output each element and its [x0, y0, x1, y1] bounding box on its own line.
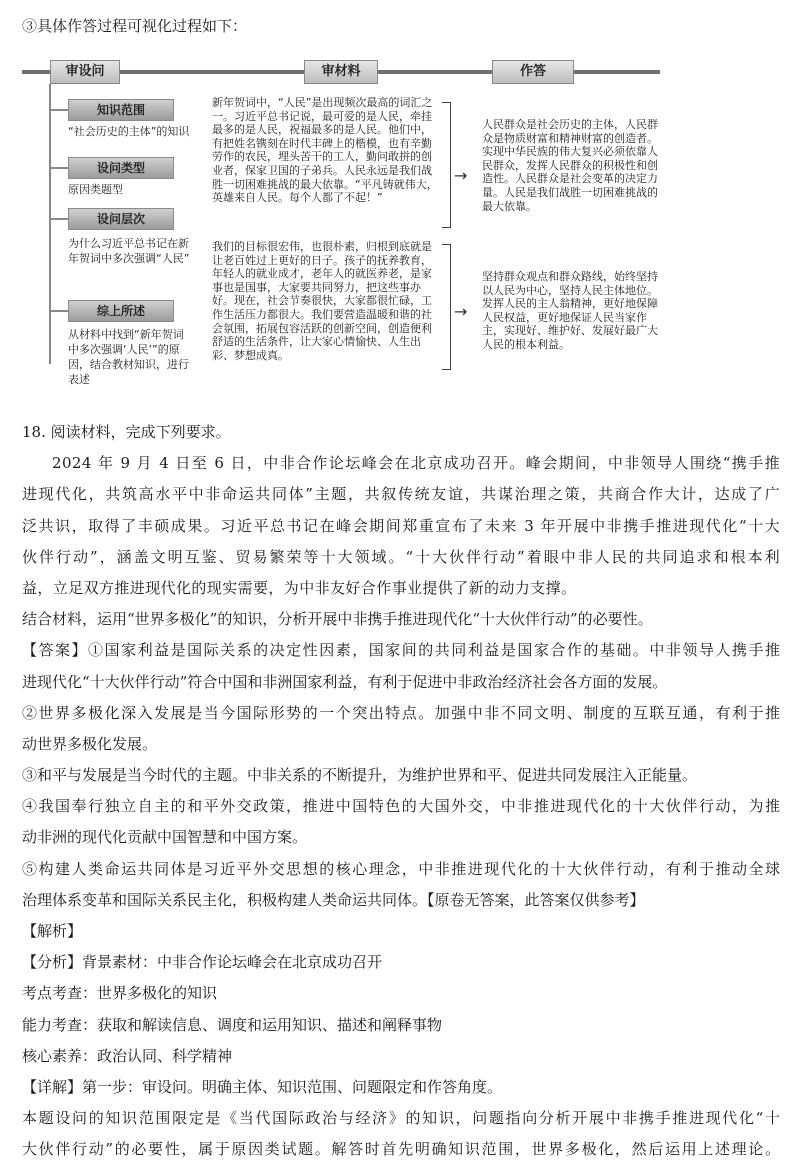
section-text-question-level: 为什么习近平总书记在新年贺词中多次强调“人民” [68, 237, 190, 265]
section-text-summary: 从材料中找到“新年贺词中多次强调‘人民’”的原因，结合教材知识，进行表述 [68, 328, 189, 386]
answer-line: 【答案】①国家利益是国际关系的决定性因素，国家间的共同利益是国家合作的基础。中非领导人携手推 [22, 641, 780, 660]
bracket-line [442, 244, 451, 370]
material-line: 益，立足双方推进现代化的现实需要，为中非友好合作事业提供了新的动力支撑。 [22, 578, 577, 597]
material-text-2: 我们的目标很宏伟，也很朴素，归根到底就是让老百姓过上更好的日子。孩子的抚养教育，年轻人的就业成才，老年人的就医养老，是家事也是国事，大家要共同努力，把这些事办好。现在，社会节奏很快，大家都很忙碌，工作生活压力都很大。我们要营造温暖和谐的社会氛围，拓展包容活跃的创新空间，创造便利舒适的生活条件，让大家心情愉快、人生出彩、梦想成真。 [212, 240, 432, 362]
section-text-knowledge-scope: “社会历史的主体”的知识 [68, 125, 190, 138]
connector-tick [50, 218, 68, 220]
connector-tick [50, 167, 68, 169]
analysis-heading: 【解析】 [22, 922, 83, 940]
section-label-knowledge-scope: 知识范围 [68, 99, 174, 121]
answer-line: 治理体系变革和国际关系民主化，积极构建人类命运共同体。【原卷无答案，此答案仅供参考】 [22, 890, 645, 909]
section-label-question-type: 设问类型 [68, 157, 174, 179]
material-line: 2024 年 9 月 4 日至 6 日，中非合作论坛峰会在北京成功召开。峰会期间，中非领导人围绕“携手推 [52, 454, 780, 473]
material-line: 伙伴行动”，涵盖文明互鉴、贸易繁荣等十大领域。“十大伙伴行动”着眼中非人民的共同追求和根本利 [22, 547, 780, 566]
material-line: 进现代化，共筑高水平中非命运共同体”主题，共叙传统友谊，共谋治理之策，共商合作大计，达成了广 [22, 485, 780, 504]
analysis-line: 考点考查：世界多极化的知识 [22, 984, 218, 1003]
intro-text: ③具体作答过程可视化过程如下： [22, 17, 248, 35]
answer-line: ③和平与发展是当今时代的主题。中非关系的不断提升，为维护世界和平、促进共同发展注入正能量。 [22, 766, 698, 785]
analysis-line: 【分析】背景素材：中非合作论坛峰会在北京成功召开 [22, 953, 383, 972]
material-text-1: 新年贺词中，“人民”是出现频次最高的词汇之一。习近平总书记说，最可爱的是人民，牵挂最多的是人民，祝福最多的是人民。他们中，有把姓名镌刻在时代丰碑上的楷模，也有辛勤劳作的农民，埋头苦干的工人，勤问敢拼的创业者，保家卫国的子弟兵。人民永远是我们战胜一切困难挑战的最大依靠。“平凡铸就伟大，英雄来自人民。每个人都了不起！” [212, 96, 438, 205]
connector-tick [50, 109, 68, 111]
detail-line: 本题设问的知识范围限定是《当代国际政治与经济》的知识，问题指向分析开展中非携手推进现代化“十 [22, 1109, 780, 1128]
header-examine-question: 审设问 [50, 60, 120, 84]
connector-tick [50, 310, 68, 312]
question-body [22, 417, 780, 1166]
section-label-question-level: 设问层次 [68, 208, 174, 230]
section-label-summary: 综上所述 [68, 300, 174, 322]
answer-line: 动世界多极化发展。 [22, 734, 158, 753]
answer-text-2: 坚持群众观点和群众路线，始终坚持以人民为中心，坚持人民主体地位。发挥人民的主人翁精神，更好地保障人民权益，更好地保证人民当家作主，实现好、维护好、发展好最广大人民的根本利益。 [482, 270, 658, 351]
detail-line: 【详解】第一步：审设问。明确主体、知识范围、问题限定和作答角度。 [22, 1077, 503, 1096]
section-connector [49, 84, 51, 364]
question-heading: 18. 阅读材料，完成下列要求。 [22, 423, 231, 441]
answer-line: ②世界多极化深入发展是当今国际形势的一个突出特点。加强中非不同文明、制度的互联互通，有利于推 [22, 703, 780, 722]
section-text-question-type: 原因类题型 [68, 183, 123, 196]
bracket-line [442, 102, 451, 228]
analysis-line: 核心素养：政治认同、科学精神 [22, 1046, 233, 1065]
header-examine-material: 审材料 [304, 60, 378, 84]
header-answer: 作答 [492, 60, 574, 84]
answer-line: 动非洲的现代化贡献中国智慧和中国方案。 [22, 828, 308, 847]
answer-text-1: 人民群众是社会历史的主体，人民群众是物质财富和精神财富的创造者。实现中华民族的伟大复兴必须依靠人民群众，发挥人民群众的积极性和创造性。人民群众是社会变革的决定力量。人民是我们战胜一切困难挑战的最大依靠。 [482, 118, 658, 213]
answer-line: 进现代化“十大伙伴行动”符合中国和非洲国家利益，有利于促进中非政治经济社会各方面的发展。 [22, 672, 668, 691]
answer-line: ④我国奉行独立自主的和平外交政策，推进中国特色的大国外交，中非推进现代化的十大伙伴行动，为推 [22, 797, 780, 816]
material-line: 泛共识，取得了丰硕成果。习近平总书记在峰会期间郑重宣布了未来 3 年开展中非携手推进现代化“十大 [22, 516, 780, 535]
arrow-right-icon: → [454, 302, 468, 321]
answer-line: ⑤构建人类命运共同体是习近平外交思想的核心理念，中非推进现代化的十大伙伴行动，有利于推动全球 [22, 859, 780, 878]
analysis-line: 能力考查：获取和解读信息、调度和运用知识、描述和阐释事物 [22, 1015, 443, 1034]
detail-line: 大伙伴行动”的必要性，属于原因类试题。解答时首先明确知识范围，世界多极化，然后运用上述理论。 [22, 1140, 780, 1159]
question-prompt: 结合材料，运用“世界多极化”的知识，分析开展中非携手推进现代化“十大伙伴行动”的必要性。 [22, 610, 653, 629]
arrow-right-icon: → [454, 166, 468, 185]
answer-process-diagram [22, 58, 662, 404]
